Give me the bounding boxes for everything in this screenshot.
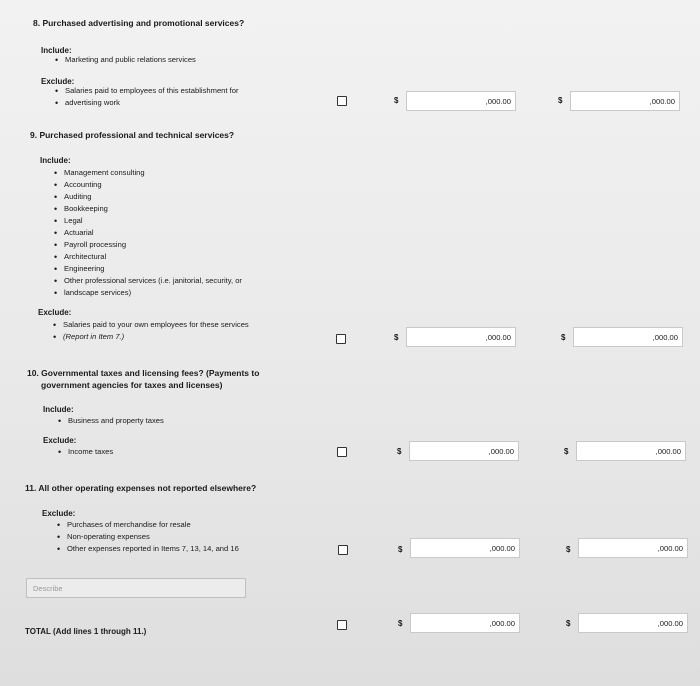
q9-include-item-other-cont: • landscape services)	[64, 287, 131, 299]
q10-dollar-2: $	[564, 447, 569, 456]
q8-title: 8. Purchased advertising and promotional services?	[33, 18, 245, 28]
q11-exclude-item: • Non-operating expenses	[67, 531, 150, 543]
q9-checkbox[interactable]	[336, 334, 346, 344]
q9-include-item: • Architectural	[64, 251, 106, 263]
q8-amount-1[interactable]: ,000.00	[406, 91, 516, 111]
q11-title: 11. All other operating expenses not reported elsewhere?	[25, 483, 257, 493]
q9-amount-2[interactable]: ,000.00	[573, 327, 683, 347]
q8-dollar-1: $	[394, 96, 399, 105]
q8-include-item: • Marketing and public relations services	[65, 54, 196, 66]
q11-dollar-1: $	[398, 545, 403, 554]
total-label: TOTAL (Add lines 1 through 11.)	[25, 627, 147, 636]
q10-exclude-item: • Income taxes	[68, 446, 113, 458]
q11-amount-2[interactable]: ,000.00	[578, 538, 688, 558]
q9-include-item: • Payroll processing	[64, 239, 126, 251]
q9-include-item: • Management consulting	[64, 167, 145, 179]
q9-exclude-label: Exclude:	[38, 308, 72, 317]
q10-amount-1[interactable]: ,000.00	[409, 441, 519, 461]
q10-exclude-label: Exclude:	[43, 436, 77, 445]
q11-exclude-item: • Other expenses reported in Items 7, 13, 14, and 16	[67, 543, 239, 555]
q8-dollar-2: $	[558, 96, 563, 105]
total-dollar-1: $	[398, 619, 403, 628]
q9-dollar-1: $	[394, 333, 399, 342]
q9-include-item: • Accounting	[64, 179, 102, 191]
total-dollar-2: $	[566, 619, 571, 628]
q9-include-item-other: • Other professional services (i.e. janitorial, security, or	[64, 275, 242, 287]
total-amount-2[interactable]: ,000.00	[578, 613, 688, 633]
q10-dollar-1: $	[397, 447, 402, 456]
total-amount-1[interactable]: ,000.00	[410, 613, 520, 633]
q10-include-label: Include:	[43, 405, 74, 414]
q10-title-cont: government agencies for taxes and licenses)	[41, 380, 223, 390]
q9-include-item: • Actuarial	[64, 227, 94, 239]
q9-exclude-item-cont: • (Report in Item 7.)	[63, 331, 124, 343]
q9-title: 9. Purchased professional and technical services?	[30, 130, 235, 140]
q9-include-item: • Legal	[64, 215, 83, 227]
q10-title: 10. Governmental taxes and licensing fees? (Payments to	[27, 368, 260, 378]
q9-include-item: • Auditing	[64, 191, 91, 203]
q8-checkbox[interactable]	[337, 96, 347, 106]
q11-checkbox[interactable]	[338, 545, 348, 555]
describe-input[interactable]: Describe	[26, 578, 246, 598]
q8-exclude-item-cont: • advertising work	[65, 97, 120, 109]
q8-include-label: Include:	[41, 46, 72, 55]
q11-exclude-label: Exclude:	[42, 509, 76, 518]
q9-dollar-2: $	[561, 333, 566, 342]
q11-amount-1[interactable]: ,000.00	[410, 538, 520, 558]
q10-include-item: • Business and property taxes	[68, 415, 164, 427]
q8-exclude-label: Exclude:	[41, 77, 75, 86]
q11-dollar-2: $	[566, 545, 571, 554]
q10-checkbox[interactable]	[337, 447, 347, 457]
total-checkbox[interactable]	[337, 620, 347, 630]
q9-include-label: Include:	[40, 156, 71, 165]
q8-amount-2[interactable]: ,000.00	[570, 91, 680, 111]
q11-exclude-item: • Purchases of merchandise for resale	[67, 519, 191, 531]
q9-exclude-item: • Salaries paid to your own employees for these services	[63, 319, 249, 331]
q10-amount-2[interactable]: ,000.00	[576, 441, 686, 461]
q9-include-item: • Engineering	[64, 263, 105, 275]
q8-exclude-item: • Salaries paid to employees of this establishment for	[65, 85, 238, 97]
q9-amount-1[interactable]: ,000.00	[406, 327, 516, 347]
q9-include-item: • Bookkeeping	[64, 203, 108, 215]
